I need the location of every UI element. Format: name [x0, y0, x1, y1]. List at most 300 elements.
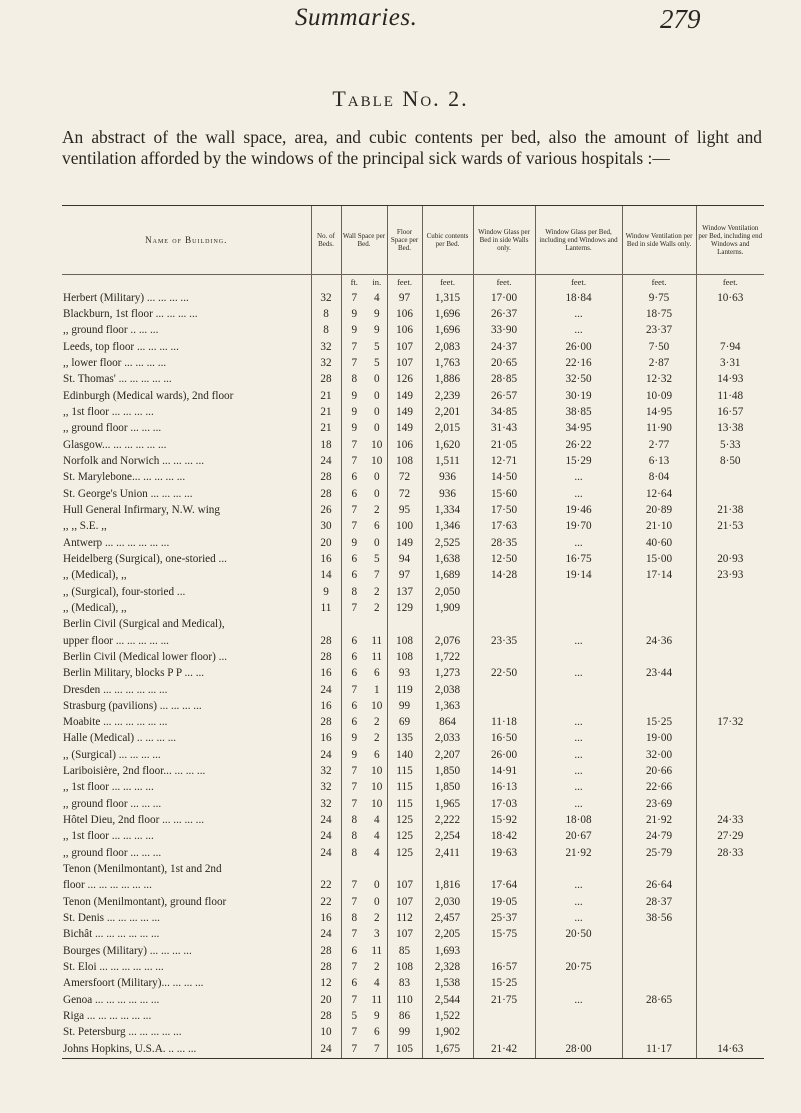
cell-glass-incl: ... [535, 910, 622, 926]
cell-vent-side: 26·64 [622, 878, 696, 894]
table-row [62, 372, 764, 388]
cell-wall-in: 10 [371, 765, 383, 778]
data-table [62, 206, 764, 1058]
cell-glass-incl: ... [535, 323, 622, 339]
cell-cubic: 1,850 [422, 780, 473, 796]
cell-floor: 95 [387, 502, 422, 518]
cell-wall-ft: 9 [341, 306, 367, 322]
cell-name: Lariboisière, 2nd floor... ... ... ... [63, 765, 206, 778]
cell-floor: 99 [387, 698, 422, 714]
cell-vent-incl [696, 584, 764, 600]
table-row [62, 959, 764, 975]
cell-vent-incl [696, 666, 764, 682]
cell-glass-side: 24·37 [473, 339, 535, 355]
cell-beds: 24 [311, 1041, 341, 1058]
cell-wall-in: 10 [371, 797, 383, 810]
cell-glass-incl [535, 943, 622, 959]
cell-name: Hôtel Dieu, 2nd floor ... ... ... ... [63, 814, 205, 827]
table-row [62, 894, 764, 910]
table-row [62, 355, 764, 371]
cell-cubic: 1,334 [422, 502, 473, 518]
cell-wall-ft: 7 [341, 600, 367, 616]
cell-vent-side: 7·50 [622, 339, 696, 355]
cell-vent-incl: 7·94 [696, 339, 764, 355]
cell-name: Tenon (Menilmontant), ground floor [63, 895, 227, 908]
cell-cubic: 2,015 [422, 421, 473, 437]
table-row [62, 437, 764, 453]
cell-cubic: 1,763 [422, 355, 473, 371]
cell-beds: 8 [311, 323, 341, 339]
cell-glass-side [473, 861, 535, 877]
cell-cubic: 2,411 [422, 845, 473, 861]
cell-floor: 125 [387, 812, 422, 828]
cell-cubic: 2,083 [422, 339, 473, 355]
cell-vent-side: 21·92 [622, 812, 696, 828]
cell-wall-in: 0 [373, 389, 380, 402]
cell-glass-incl: 38·85 [535, 404, 622, 420]
cell-wall-in: 0 [373, 471, 380, 484]
cell-cubic: 1,689 [422, 568, 473, 584]
cell-glass-side: 26·37 [473, 306, 535, 322]
cell-glass-incl: ... [535, 306, 622, 322]
cell-glass-side: 17·50 [473, 502, 535, 518]
cell-glass-side: 14·91 [473, 763, 535, 779]
cell-wall-ft: 7 [341, 927, 367, 943]
cell-cubic [422, 617, 473, 633]
cell-wall-ft: 6 [341, 698, 367, 714]
cell-name: Blackburn, 1st floor ... ... ... ... [63, 307, 198, 320]
cell-beds: 22 [311, 878, 341, 894]
cell-wall-in: 9 [373, 307, 380, 320]
cell-name: St. Denis ... ... ... ... ... [63, 912, 160, 925]
cell-glass-side: 15·92 [473, 812, 535, 828]
cell-name: Herbert (Military) ... ... ... ... [63, 291, 189, 304]
cell-beds: 28 [311, 470, 341, 486]
cell-glass-side: 17·00 [473, 290, 535, 306]
cell-vent-side: 40·60 [622, 535, 696, 551]
cell-wall-in: 10 [371, 781, 383, 794]
cell-glass-incl [535, 617, 622, 633]
cell-glass-incl: 26·22 [535, 437, 622, 453]
cell-vent-side [622, 617, 696, 633]
cell-name: ,, 1st floor ... ... ... ... [63, 781, 154, 794]
cell-cubic: 2,457 [422, 910, 473, 926]
table-row [62, 519, 764, 535]
table-row [62, 715, 764, 731]
cell-glass-incl: 18·08 [535, 812, 622, 828]
cell-floor: 126 [387, 372, 422, 388]
cell-name: St. George's Union ... ... ... ... [63, 487, 193, 500]
cell-wall-in: 11 [371, 634, 383, 647]
cell-wall-in: 0 [373, 879, 380, 892]
table-row [62, 829, 764, 845]
cell-glass-side: 26·00 [473, 747, 535, 763]
cell-glass-incl: ... [535, 747, 622, 763]
table-row [62, 796, 764, 812]
cell-cubic [422, 861, 473, 877]
cell-vent-side: 24·36 [622, 633, 696, 649]
cell-glass-side: 16·50 [473, 731, 535, 747]
cell-beds: 28 [311, 715, 341, 731]
cell-beds: 32 [311, 339, 341, 355]
cell-vent-side [622, 682, 696, 698]
cell-glass-incl: 22·16 [535, 355, 622, 371]
cell-name: Antwerp ... ... ... ... ... ... [63, 536, 170, 549]
table-row [62, 404, 764, 420]
cell-beds: 9 [311, 584, 341, 600]
cell-floor: 107 [387, 927, 422, 943]
cell-name: Glasgow... ... ... ... ... ... [63, 438, 167, 451]
cell-name: ,, 1st floor ... ... ... ... [63, 405, 154, 418]
cell-vent-incl: 3·31 [696, 355, 764, 371]
table-row [62, 1025, 764, 1041]
table-row [62, 780, 764, 796]
cell-glass-incl: 28·00 [535, 1041, 622, 1058]
cell-beds: 24 [311, 812, 341, 828]
cell-name: Amersfoort (Military)... ... ... ... [63, 977, 204, 990]
cell-glass-incl: 18·84 [535, 290, 622, 306]
cell-glass-side [473, 682, 535, 698]
cell-glass-side: 17·64 [473, 878, 535, 894]
cell-floor: 115 [387, 796, 422, 812]
cell-vent-incl [696, 698, 764, 714]
cell-cubic: 2,033 [422, 731, 473, 747]
cell-floor: 137 [387, 584, 422, 600]
cell-wall-ft: 9 [341, 388, 367, 404]
cell-vent-incl [696, 682, 764, 698]
cell-wall-in: 4 [373, 291, 380, 304]
cell-name: Tenon (Menilmontant), 1st and 2nd [63, 863, 222, 876]
cell-beds: 21 [311, 388, 341, 404]
cell-glass-incl [535, 682, 622, 698]
cell-glass-side: 16·13 [473, 780, 535, 796]
cell-name: Heidelberg (Surgical), one-storied ... [63, 552, 227, 565]
cell-vent-side: 32·00 [622, 747, 696, 763]
cell-name: Strasburg (pavilions) ... ... ... ... [63, 699, 202, 712]
cell-floor [387, 617, 422, 633]
cell-name: ,, ground floor ... ... ... [63, 846, 162, 859]
cell-vent-side [622, 959, 696, 975]
cell-floor: 86 [387, 1008, 422, 1024]
col-header-glass-incl: Window Glass per Bed, including end Windows and Lanterns. [535, 206, 622, 275]
cell-vent-incl [696, 910, 764, 926]
cell-glass-side: 14·50 [473, 470, 535, 486]
cell-vent-side: 28·37 [622, 894, 696, 910]
cell-name: ,, (Surgical), four-storied ... [63, 585, 186, 598]
cell-glass-incl: 16·75 [535, 551, 622, 567]
cell-beds: 28 [311, 633, 341, 649]
table-row [62, 1041, 764, 1058]
cell-floor: 85 [387, 943, 422, 959]
cell-wall-in: 2 [373, 912, 380, 925]
cell-floor: 115 [387, 780, 422, 796]
cell-wall-ft: 7 [341, 519, 367, 535]
cell-glass-side: 18·42 [473, 829, 535, 845]
cell-name: Edinburgh (Medical wards), 2nd floor [63, 389, 234, 402]
cell-beds: 12 [311, 976, 341, 992]
cell-cubic: 1,886 [422, 372, 473, 388]
cell-vent-incl: 21·53 [696, 519, 764, 535]
table-body [62, 275, 764, 1059]
cell-beds: 16 [311, 551, 341, 567]
cell-vent-incl [696, 486, 764, 502]
table-row [62, 682, 764, 698]
table-row [62, 927, 764, 943]
cell-vent-incl [696, 747, 764, 763]
cell-floor: 100 [387, 519, 422, 535]
cell-wall-in: 7 [373, 1043, 380, 1056]
cell-floor: 72 [387, 486, 422, 502]
cell-glass-incl: 21·92 [535, 845, 622, 861]
cell-vent-side: 21·10 [622, 519, 696, 535]
cell-vent-incl [696, 796, 764, 812]
cell-vent-incl [696, 861, 764, 877]
cell-vent-incl [696, 976, 764, 992]
cell-glass-side: 21·42 [473, 1041, 535, 1058]
col-header-glass-side: Window Glass per Bed in side Walls only. [473, 206, 535, 275]
cell-wall-in: 0 [373, 487, 380, 500]
cell-vent-side: 2·87 [622, 355, 696, 371]
cell-floor: 106 [387, 323, 422, 339]
cell-wall-ft: 7 [341, 682, 367, 698]
cell-vent-side: 20·89 [622, 502, 696, 518]
cell-wall-in: 9 [373, 324, 380, 337]
cell-floor: 106 [387, 437, 422, 453]
cell-vent-incl: 14·93 [696, 372, 764, 388]
cell-beds: 24 [311, 682, 341, 698]
cell-cubic: 1,850 [422, 763, 473, 779]
cell-floor: 108 [387, 453, 422, 469]
cell-beds: 21 [311, 404, 341, 420]
col-header-wall-space: Wall Space per Bed. [341, 206, 387, 275]
cell-floor: 72 [387, 470, 422, 486]
table-row [62, 976, 764, 992]
cell-wall-ft: 6 [341, 976, 367, 992]
cell-beds: 24 [311, 845, 341, 861]
unit-cell: feet. [622, 275, 696, 290]
cell-vent-incl [696, 1025, 764, 1041]
cell-vent-incl: 13·38 [696, 421, 764, 437]
cell-cubic: 1,638 [422, 551, 473, 567]
cell-name: ,, ground floor ... ... ... [63, 422, 162, 435]
cell-glass-incl [535, 976, 622, 992]
cell-beds: 26 [311, 502, 341, 518]
cell-vent-side: 23·44 [622, 666, 696, 682]
cell-vent-side [622, 943, 696, 959]
unit-cell [62, 275, 311, 290]
cell-wall-ft: 7 [341, 763, 367, 779]
table-row [62, 502, 764, 518]
cell-wall-ft: 7 [341, 290, 367, 306]
table-row [62, 323, 764, 339]
cell-glass-incl: 15·29 [535, 453, 622, 469]
cell-cubic: 1,722 [422, 649, 473, 665]
cell-cubic: 1,696 [422, 323, 473, 339]
cell-glass-incl: ... [535, 731, 622, 747]
cell-vent-incl [696, 323, 764, 339]
cell-cubic: 1,346 [422, 519, 473, 535]
cell-cubic: 2,239 [422, 388, 473, 404]
cell-cubic: 2,030 [422, 894, 473, 910]
cell-wall-ft: 9 [341, 421, 367, 437]
cell-wall-ft: 6 [341, 568, 367, 584]
cell-cubic: 936 [422, 486, 473, 502]
cell-vent-side [622, 600, 696, 616]
cell-cubic: 1,363 [422, 698, 473, 714]
cell-glass-incl [535, 649, 622, 665]
table-row [62, 339, 764, 355]
cell-floor: 108 [387, 649, 422, 665]
cell-glass-side: 33·90 [473, 323, 535, 339]
table-row [62, 633, 764, 649]
cell-vent-side: 6·13 [622, 453, 696, 469]
table-row [62, 290, 764, 306]
table-row [62, 763, 764, 779]
cell-vent-side: 23·37 [622, 323, 696, 339]
cell-glass-side: 19·05 [473, 894, 535, 910]
cell-glass-incl [535, 600, 622, 616]
cell-vent-side: 19·00 [622, 731, 696, 747]
cell-wall-ft: 8 [341, 845, 367, 861]
cell-beds: 30 [311, 519, 341, 535]
page-number: 279 [660, 4, 701, 34]
cell-name: ,, 1st floor ... ... ... ... [63, 830, 154, 843]
cell-vent-incl [696, 600, 764, 616]
cell-glass-incl: 30·19 [535, 388, 622, 404]
cell-vent-incl: 24·33 [696, 812, 764, 828]
cell-name: Leeds, top floor ... ... ... ... [63, 340, 179, 353]
cell-floor: 107 [387, 878, 422, 894]
cell-name: Norfolk and Norwich ... ... ... ... [63, 454, 205, 467]
col-header-vent-side: Window Ventilation per Bed in side Walls only. [622, 206, 696, 275]
cell-name: Halle (Medical) .. ... ... ... [63, 732, 177, 745]
cell-wall-ft: 8 [341, 910, 367, 926]
table-row [62, 535, 764, 551]
cell-cubic: 2,076 [422, 633, 473, 649]
table-row [62, 878, 764, 894]
cell-wall-in: 11 [371, 993, 383, 1006]
cell-vent-side [622, 698, 696, 714]
cell-name: ,, ground floor .. ... ... [63, 324, 159, 337]
cell-wall-in: 6 [373, 748, 380, 761]
cell-glass-incl: 19·70 [535, 519, 622, 535]
cell-vent-incl [696, 306, 764, 322]
unit-cell: ft. [341, 275, 367, 290]
cell-vent-incl [696, 470, 764, 486]
cell-glass-side: 20·65 [473, 355, 535, 371]
cell-beds: 32 [311, 355, 341, 371]
cell-wall-ft: 6 [341, 470, 367, 486]
cell-beds: 16 [311, 698, 341, 714]
cell-name: Riga ... ... ... ... ... ... [63, 1010, 152, 1023]
cell-vent-incl: 11·48 [696, 388, 764, 404]
cell-vent-incl: 10·63 [696, 290, 764, 306]
cell-beds: 10 [311, 1025, 341, 1041]
cell-vent-side: 23·69 [622, 796, 696, 812]
col-header-vent-incl: Window Ventilation per Bed, including end Windows and Lanterns. [696, 206, 764, 275]
cell-vent-incl [696, 535, 764, 551]
table-row [62, 568, 764, 584]
table-row [62, 486, 764, 502]
cell-glass-side: 26·57 [473, 388, 535, 404]
cell-floor [387, 861, 422, 877]
cell-glass-side: 15·60 [473, 486, 535, 502]
cell-vent-incl [696, 780, 764, 796]
cell-vent-side [622, 1008, 696, 1024]
cell-glass-side: 17·63 [473, 519, 535, 535]
col-header-cubic: Cubic contents per Bed. [422, 206, 473, 275]
cell-vent-incl [696, 943, 764, 959]
cell-glass-incl: ... [535, 715, 622, 731]
cell-beds: 22 [311, 894, 341, 910]
cell-wall-ft: 6 [341, 715, 367, 731]
table-row [62, 306, 764, 322]
cell-vent-side: 24·79 [622, 829, 696, 845]
cell-beds: 16 [311, 910, 341, 926]
cell-glass-incl [535, 698, 622, 714]
cell-name: ,, (Medical), ,, [63, 569, 127, 582]
cell-glass-incl: ... [535, 780, 622, 796]
cell-cubic: 2,050 [422, 584, 473, 600]
cell-name: ,, lower floor ... ... ... ... [63, 356, 167, 369]
cell-glass-side: 28·85 [473, 372, 535, 388]
cell-wall-ft: 7 [341, 339, 367, 355]
cell-beds: 11 [311, 600, 341, 616]
cell-wall-in: 10 [371, 699, 383, 712]
cell-vent-side: 12·32 [622, 372, 696, 388]
cell-wall-ft: 7 [341, 894, 367, 910]
cell-cubic: 1,675 [422, 1041, 473, 1058]
cell-vent-incl [696, 894, 764, 910]
cell-glass-side [473, 1008, 535, 1024]
hospital-wards-table [62, 205, 764, 1059]
cell-glass-side: 15·25 [473, 976, 535, 992]
running-title: Summaries. [295, 4, 418, 31]
cell-wall-in: 0 [373, 536, 380, 549]
cell-vent-side: 17·14 [622, 568, 696, 584]
table-title: Table No. 2. [332, 86, 469, 111]
table-row [62, 666, 764, 682]
cell-wall-ft: 9 [341, 535, 367, 551]
cell-wall-in: 2 [373, 716, 380, 729]
cell-name: ,, ground floor ... ... ... [63, 797, 162, 810]
cell-glass-side: 21·75 [473, 992, 535, 1008]
cell-floor: 97 [387, 290, 422, 306]
cell-wall-ft: 6 [341, 633, 367, 649]
cell-floor: 108 [387, 633, 422, 649]
cell-floor: 94 [387, 551, 422, 567]
cell-wall-in: 0 [373, 405, 380, 418]
cell-wall-in: 11 [371, 944, 383, 957]
cell-floor: 69 [387, 715, 422, 731]
cell-beds: 8 [311, 306, 341, 322]
cell-wall-in [367, 617, 387, 633]
cell-beds: 32 [311, 763, 341, 779]
cell-name: upper floor ... ... ... ... ... [63, 634, 169, 647]
cell-floor: 107 [387, 339, 422, 355]
cell-name: ,, (Medical), ,, [63, 601, 127, 614]
cell-glass-side: 19·63 [473, 845, 535, 861]
table-row [62, 421, 764, 437]
cell-beds: 28 [311, 1008, 341, 1024]
cell-cubic: 1,538 [422, 976, 473, 992]
cell-vent-side [622, 649, 696, 665]
cell-vent-side: 22·66 [622, 780, 696, 796]
cell-wall-in: 0 [373, 422, 380, 435]
cell-glass-incl [535, 861, 622, 877]
cell-glass-incl: ... [535, 633, 622, 649]
cell-beds: 20 [311, 992, 341, 1008]
